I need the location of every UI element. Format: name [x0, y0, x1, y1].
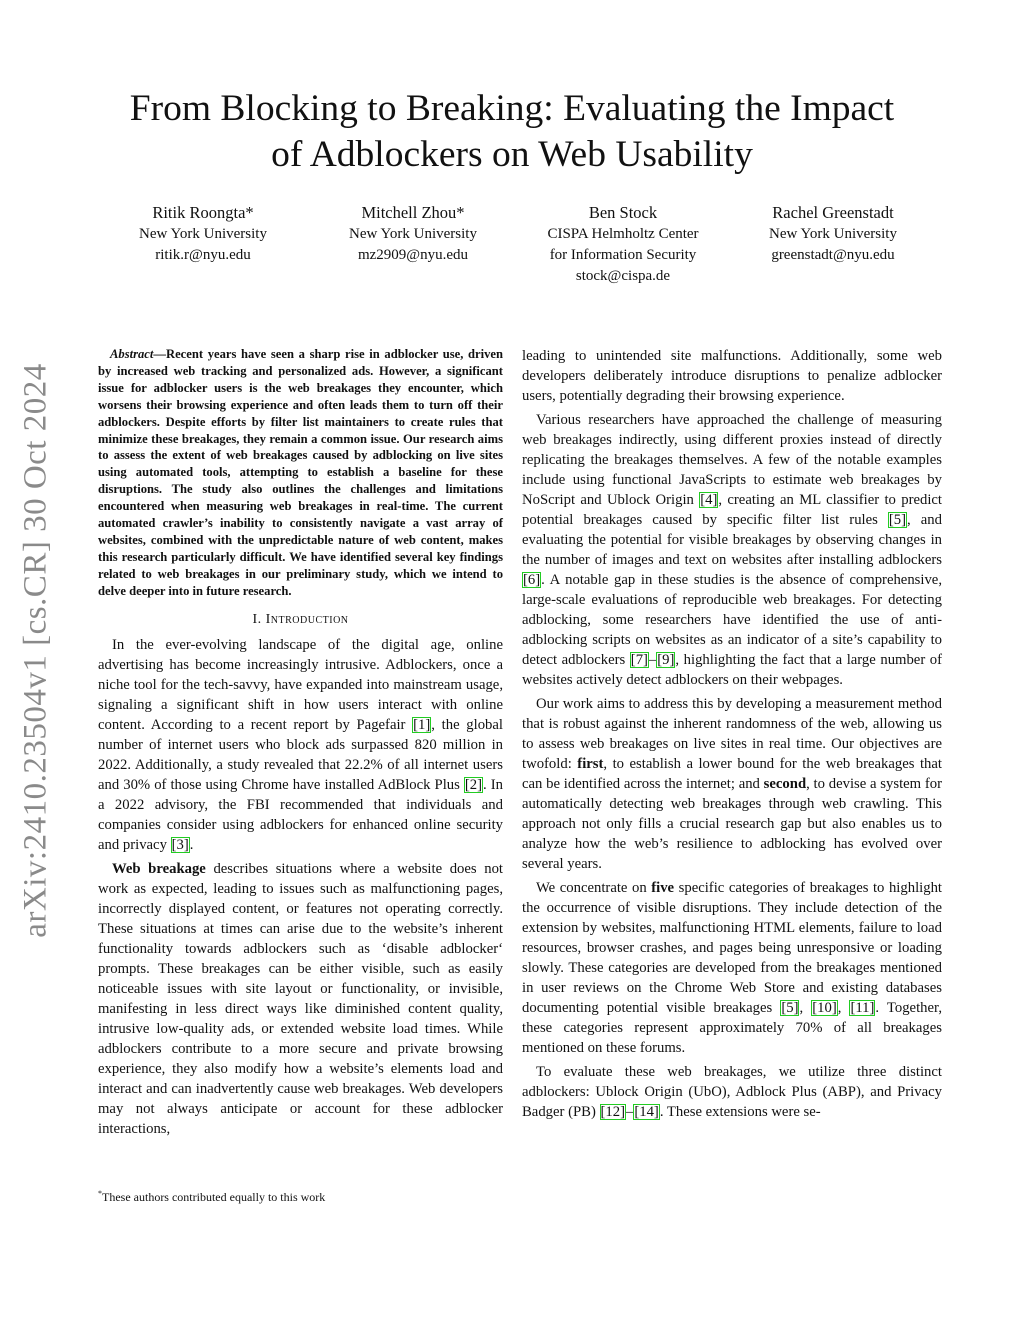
left-column: [98, 346, 503, 1143]
text-run: , to establish a lower bound for the web breakages that can be identified across the internet; and: [522, 756, 942, 792]
arxiv-id-text: arXiv:2410.23504v1 [cs.CR] 30 Oct 2024: [17, 362, 54, 938]
text-run: specific categories of breakages to highlight the occurrence of visible disruptions. They include detection of the extension by websites, malfunctioning HTML elements, failure to load resources, browser crashes, and pages being unresponsive or loading slowly. These categories are developed from the breakages mentioned in user reviews on the Chrome Web Store and existing databases documenting potential visible breakages: [522, 880, 942, 1016]
author-block: [738, 202, 928, 287]
text-run: , creating an ML classifier to predict potential breakages caused by specific filter list rules: [522, 492, 942, 528]
text-run: , and evaluating the potential for visible breakages by observing changes in the number of images and text on websites after installing adblockers: [522, 512, 942, 568]
author-name: Mitchell Zhou*: [361, 203, 465, 222]
text-run: , the global number of internet users who block ads surpassed 820 million in 2022. Additionally, a study revealed that 22.2% of all internet users and 30% of those using Chrome have installed AdBlock Plus: [98, 716, 503, 793]
author-email: stock@cispa.de: [575, 268, 671, 284]
author-name: Ben Stock: [588, 203, 658, 222]
intro-paragraph-2: [98, 859, 503, 1139]
citation-link[interactable]: [5]: [781, 1000, 799, 1016]
text-run: In the ever-evolving landscape of the digital age, online advertising has become increasingly intrusive. Adblockers, once a niche tool for the tech-savvy, have expanded into mainstream usage, signaling a significant shift in how users interact with online content. According to a recent report by Pagefair: [98, 636, 503, 733]
right-column: [522, 346, 942, 1126]
abstract-label: Abstract: [110, 347, 154, 361]
author-affiliation: CISPA Helmholtz Center: [547, 226, 699, 242]
author-block: [318, 202, 508, 287]
citation-link[interactable]: [3]: [171, 836, 189, 853]
footnote-text: These authors contributed equally to this work: [102, 1190, 326, 1204]
text-run: describes situations where a website does not work as expected, leading to issues such as malfunctioning pages, incorrectly displayed content, or features not operating correctly. These situations at times can arise due to the website’s inherent functionality towards adblockers such as ‘disable adblocker‘ prompts. These breakages can be either visible, such as easily noticeable issues with site layout or functionality, or invisible, manifesting in less direct ways like diminished content quality, intrusive low-quality ads, or extended website load times. While adblockers contribute to a more secure and private browsing experience, they also modify how a website’s elements load and interact and can inadvertently cause web breakages. Web developers may not always anticipate or account for these adblocker interactions,: [98, 860, 503, 1137]
text-run: ,: [799, 1000, 812, 1016]
section-title: Introduction: [265, 611, 349, 627]
arxiv-identifier: [6, 350, 66, 950]
author-email: mz2909@nyu.edu: [357, 247, 469, 263]
text-run: We concentrate on: [536, 880, 652, 896]
citation-link[interactable]: [10]: [812, 1000, 837, 1016]
abstract: [98, 346, 503, 600]
author-block: [108, 202, 298, 287]
emphasis-first: first: [577, 756, 604, 772]
emphasis-second: second: [763, 776, 807, 792]
text-run: .: [189, 836, 194, 853]
citation-link[interactable]: [4]: [700, 492, 718, 508]
author-name: Ritik Roongta*: [152, 203, 254, 222]
author-affiliation: New York University: [139, 226, 267, 242]
author-email: greenstadt@nyu.edu: [771, 247, 895, 263]
text-run: , highlighting the fact that a large number of websites actively detect adblockers on their webpages.: [522, 652, 943, 688]
citation-link[interactable]: [14]: [634, 1104, 659, 1120]
title-line-2: of Adblockers on Web Usability: [271, 134, 753, 175]
author-email: ritik.r@nyu.edu: [155, 247, 251, 263]
text-run: . A notable gap in these studies is the absence of comprehensive, large-scale evaluations of reproducible web breakages. For detecting adblocking, some researchers have identified the use of anti-adblocking scripts on websites as an indicator of a site’s capability to detect adblockers: [522, 572, 942, 668]
text-run: . In a 2022 advisory, the FBI recommended that individuals and companies consider using adblockers for enhanced online security and privacy: [98, 776, 503, 853]
text-run: ,: [837, 1000, 850, 1016]
text-run: –: [648, 652, 657, 668]
citation-link[interactable]: [12]: [600, 1104, 625, 1120]
footnote-mark: *: [98, 1189, 102, 1198]
title-line-1: From Blocking to Breaking: Evaluating the Impact: [129, 88, 895, 129]
citation-link[interactable]: [2]: [464, 776, 483, 793]
citation-link[interactable]: [1]: [413, 716, 431, 733]
intro-paragraph-1: [98, 635, 503, 855]
paper-title: [60, 86, 964, 178]
author-block: [528, 202, 718, 287]
intro-paragraph-7: [522, 1062, 942, 1122]
emphasis-five: five: [651, 880, 675, 896]
intro-paragraph-6: [522, 878, 942, 1058]
text-run: , to devise a system for automatically detecting web breakages through web crawling. This approach not only fills a crucial research gap but also enables us to analyze how the web’s resilience to adblocking has evolved over several years.: [522, 776, 942, 872]
citation-link[interactable]: [7]: [630, 652, 648, 668]
text-run: To evaluate these web breakages, we utilize three distinct adblockers: Ublock Origin (UbO), Adblock Plus (ABP), and Privacy Badger (PB): [522, 1064, 942, 1120]
term-web-breakage: Web breakage: [112, 860, 206, 877]
author-name: Rachel Greenstadt: [772, 203, 894, 222]
author-affiliation-2: for Information Security: [549, 247, 697, 263]
text-run: Our work aims to address this by developing a measurement method that is robust against the inherent randomness of the web, allowing us to assess web breakages on live sites in real time. Our objectives are twofold:: [522, 696, 942, 772]
citation-link[interactable]: [5]: [888, 512, 907, 528]
section-heading: [98, 610, 503, 630]
author-list: [108, 202, 928, 287]
intro-paragraph-3: leading to unintended site malfunctions. Additionally, some web developers deliberately introduce disruptions to penalize adblocker users, potentially degrading their browsing experience.: [522, 348, 942, 404]
abstract-text: —Recent years have seen a sharp rise in adblocker use, driven by increased web tracking and personalized ads. However, a significant issue for adblocker users is the web breakages they encounter, which worsens their browsing experience and often leads them to turn off their adblockers. Despite efforts by filter list maintainers to create rules that minimize these breakages, they remain a common issue. Our research aims to assess the extent of web breakages caused by adblocking on live sites using automated tools, attempting to establish a baseline for these disruptions. The study also outlines the challenges and limitations encountered when measuring web breakages in real-time. The current automated crawler’s inability to consistently navigate a vast array of websites, combined with the unpredictable nature of web content, makes this research particularly difficult. We have identified several key findings related to web breakages in our preliminary study, which we intend to delve deeper into in future research.: [98, 347, 503, 598]
author-affiliation: New York University: [769, 226, 897, 242]
text-run: Various researchers have approached the challenge of measuring web breakages indirectly, using different proxies instead of directly replicating the breakages themselves. A few of the notable examples include using functional JavaScripts to estimate web breakages by NoScript and Ublock Origin: [522, 412, 942, 508]
citation-link[interactable]: [11]: [850, 1000, 875, 1016]
author-affiliation: New York University: [349, 226, 477, 242]
footnote: [98, 1186, 498, 1205]
intro-paragraph-5: [522, 694, 942, 874]
citation-link[interactable]: [6]: [523, 572, 541, 588]
text-run: . Together, these categories represent approximately 70% of all breakages mentioned on these forums.: [522, 1000, 942, 1056]
section-number: I.: [252, 611, 262, 627]
citation-link[interactable]: [9]: [657, 652, 675, 668]
intro-paragraph-4: [522, 410, 942, 690]
text-run: . These extensions were se-: [659, 1104, 821, 1120]
text-run: –: [626, 1104, 634, 1120]
